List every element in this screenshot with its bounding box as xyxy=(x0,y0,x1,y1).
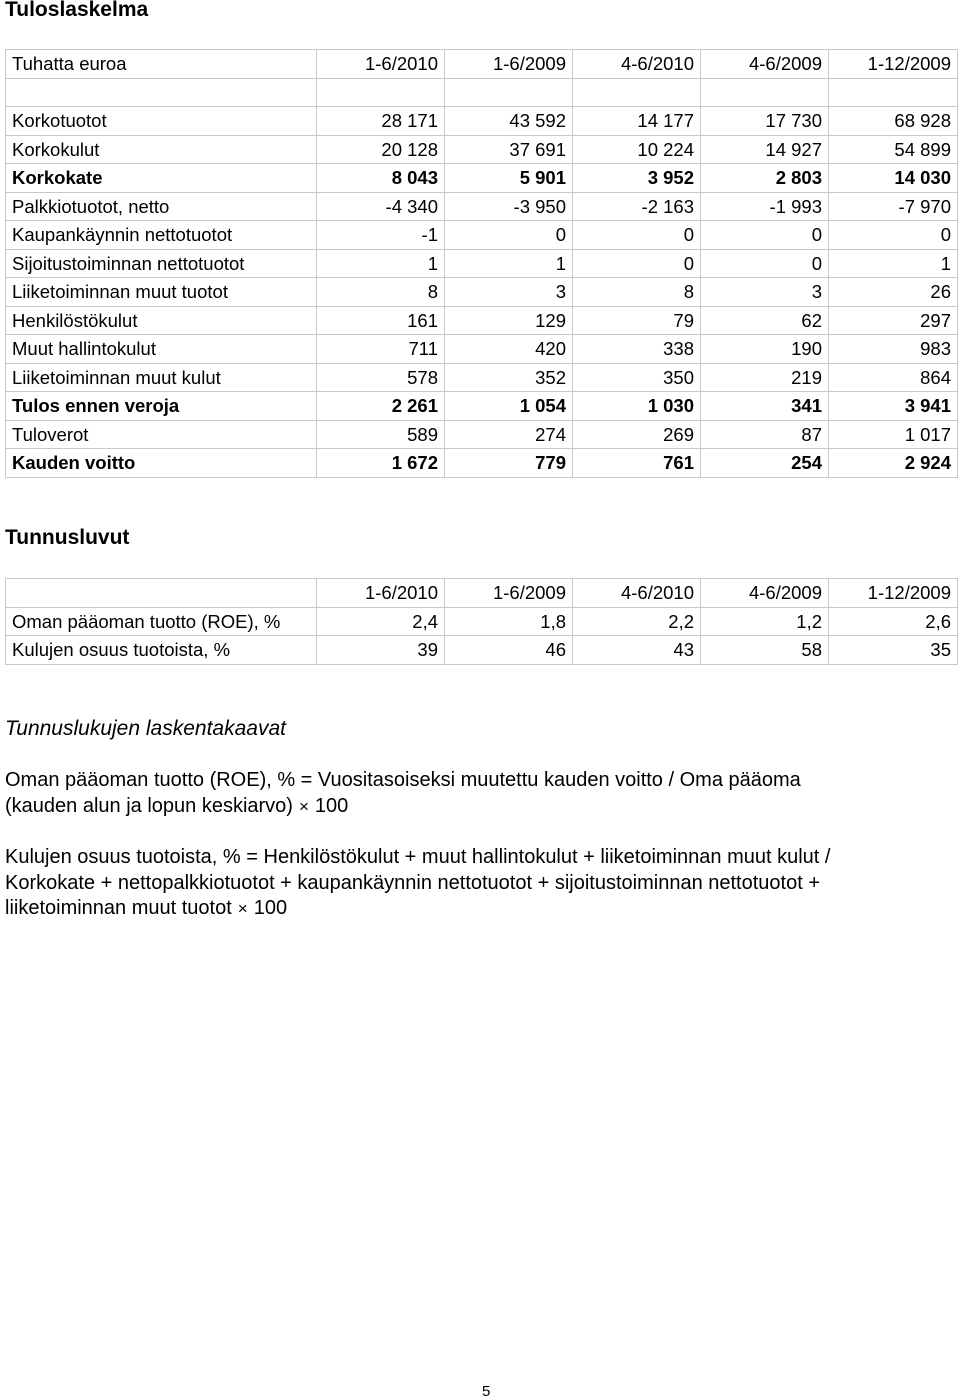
income-row-value: -4 340 xyxy=(317,192,445,221)
roe-multiplier: 100 xyxy=(314,794,349,817)
income-row xyxy=(6,249,958,278)
income-row xyxy=(6,107,958,136)
income-row-value: 20 128 xyxy=(317,135,445,164)
income-row-value: 352 xyxy=(445,363,573,392)
income-header-period: 1-12/2009 xyxy=(829,50,958,79)
income-row-label: Korkokate xyxy=(6,164,317,193)
income-row-value: 14 030 xyxy=(829,164,958,193)
income-row-value: 1 xyxy=(829,249,958,278)
income-row xyxy=(6,278,958,307)
income-row-value: 1 017 xyxy=(829,420,958,449)
income-row-value: 711 xyxy=(317,335,445,364)
kpi-header-period: 4-6/2009 xyxy=(701,579,829,608)
income-header-period: 4-6/2009 xyxy=(701,50,829,79)
empty-cell xyxy=(6,78,317,107)
kpi-table xyxy=(5,578,958,665)
income-row-value: 0 xyxy=(701,221,829,250)
income-row-value: 3 xyxy=(701,278,829,307)
income-row-value: 779 xyxy=(445,449,573,478)
kpi-header-row xyxy=(6,579,958,608)
roe-formula-line2 xyxy=(5,794,945,820)
income-row-value: 350 xyxy=(573,363,701,392)
kpi-row-value: 35 xyxy=(829,636,958,665)
income-row-value: 254 xyxy=(701,449,829,478)
income-row-value: 274 xyxy=(445,420,573,449)
income-row xyxy=(6,192,958,221)
formulas-title: Tunnuslukujen laskentakaavat xyxy=(5,717,286,740)
kpi-header-period: 1-6/2010 xyxy=(317,579,445,608)
income-row-value: 8 xyxy=(573,278,701,307)
income-row-label: Palkkiotuotot, netto xyxy=(6,192,317,221)
kpi-row xyxy=(6,636,958,665)
income-row-label: Kaupankäynnin nettotuotot xyxy=(6,221,317,250)
income-row xyxy=(6,392,958,421)
income-row-label: Muut hallintokulut xyxy=(6,335,317,364)
income-row-value: 17 730 xyxy=(701,107,829,136)
income-row-value: 87 xyxy=(701,420,829,449)
income-header-period: 1-6/2009 xyxy=(445,50,573,79)
income-row-value: 1 xyxy=(445,249,573,278)
income-table xyxy=(5,49,958,478)
cost-formula-line3-text: liiketoiminnan muut tuotot xyxy=(5,897,232,919)
kpi-row-value: 39 xyxy=(317,636,445,665)
income-row-label: Korkotuotot xyxy=(6,107,317,136)
income-row-value: 26 xyxy=(829,278,958,307)
empty-cell xyxy=(317,78,445,107)
kpi-row-value: 1,8 xyxy=(445,607,573,636)
kpi-row-label: Kulujen osuus tuotoista, % xyxy=(6,636,317,665)
kpi-row-value: 2,2 xyxy=(573,607,701,636)
income-row-value: 578 xyxy=(317,363,445,392)
income-row xyxy=(6,335,958,364)
empty-cell xyxy=(829,78,958,107)
income-row-label: Sijoitustoiminnan nettotuotot xyxy=(6,249,317,278)
kpi-row-value: 58 xyxy=(701,636,829,665)
income-row-value: 0 xyxy=(829,221,958,250)
empty-cell xyxy=(573,78,701,107)
cost-formula xyxy=(5,845,945,922)
income-row-value: 297 xyxy=(829,306,958,335)
income-row-value: 43 592 xyxy=(445,107,573,136)
cost-formula-line1: Kulujen osuus tuotoista, % = Henkilöstökulut + muut hallintokulut + liiketoiminnan muut kulut / xyxy=(5,846,831,868)
income-row-value: 1 054 xyxy=(445,392,573,421)
income-title: Tuloslaskelma xyxy=(5,0,149,21)
roe-formula-line2-text: (kauden alun ja lopun keskiarvo) xyxy=(5,794,293,817)
page-number: 5 xyxy=(482,1383,491,1400)
kpi-header-period: 4-6/2010 xyxy=(573,579,701,608)
cost-formula-line2: Korkokate + nettopalkkiotuotot + kaupankäynnin nettotuotot + sijoitustoiminnan nettotuotot + xyxy=(5,871,820,894)
income-row xyxy=(6,449,958,478)
income-row-value: -1 993 xyxy=(701,192,829,221)
kpi-header-period: 1-6/2009 xyxy=(445,579,573,608)
roe-formula-line1: Oman pääoman tuotto (ROE), % = Vuositasoiseksi muutettu kauden voitto / Oma pääoma xyxy=(5,769,801,791)
income-row-label: Korkokulut xyxy=(6,135,317,164)
income-row-value: 37 691 xyxy=(445,135,573,164)
income-row-value: 219 xyxy=(701,363,829,392)
income-row-value: 62 xyxy=(701,306,829,335)
kpi-header-label xyxy=(6,579,317,608)
income-row-value: 3 xyxy=(445,278,573,307)
income-row-value: 8 xyxy=(317,278,445,307)
income-row-value: 1 672 xyxy=(317,449,445,478)
income-row-value: 3 952 xyxy=(573,164,701,193)
empty-cell xyxy=(701,78,829,107)
income-row-value: 338 xyxy=(573,335,701,364)
income-row xyxy=(6,363,958,392)
cost-formula-line3 xyxy=(5,896,945,922)
income-row-label: Tulos ennen veroja xyxy=(6,392,317,421)
income-row xyxy=(6,420,958,449)
income-header-row xyxy=(6,50,958,79)
income-row-value: 190 xyxy=(701,335,829,364)
income-row-value: 8 043 xyxy=(317,164,445,193)
income-row-label: Tuloverot xyxy=(6,420,317,449)
kpi-row-value: 2,6 xyxy=(829,607,958,636)
multiply-icon: × xyxy=(298,796,309,816)
income-row-value: 341 xyxy=(701,392,829,421)
income-row-value: 589 xyxy=(317,420,445,449)
income-row-label: Henkilöstökulut xyxy=(6,306,317,335)
income-row-value: 79 xyxy=(573,306,701,335)
kpi-row-label: Oman pääoman tuotto (ROE), % xyxy=(6,607,317,636)
income-row-value: 1 xyxy=(317,249,445,278)
income-row-value: 1 030 xyxy=(573,392,701,421)
income-row-value: -1 xyxy=(317,221,445,250)
kpi-row-value: 1,2 xyxy=(701,607,829,636)
income-header-label: Tuhatta euroa xyxy=(6,50,317,79)
income-row-value: 28 171 xyxy=(317,107,445,136)
kpi-title: Tunnusluvut xyxy=(5,526,130,549)
income-row xyxy=(6,135,958,164)
multiply-icon: × xyxy=(237,899,248,918)
income-row-value: 5 901 xyxy=(445,164,573,193)
income-row-label: Liiketoiminnan muut kulut xyxy=(6,363,317,392)
income-row xyxy=(6,306,958,335)
income-row-value: 0 xyxy=(445,221,573,250)
income-row-value: 3 941 xyxy=(829,392,958,421)
income-row-value: 68 928 xyxy=(829,107,958,136)
kpi-row xyxy=(6,607,958,636)
income-row-label: Liiketoiminnan muut tuotot xyxy=(6,278,317,307)
income-row-value: 420 xyxy=(445,335,573,364)
income-row-value: 2 803 xyxy=(701,164,829,193)
roe-formula xyxy=(5,768,945,819)
income-row-value: 161 xyxy=(317,306,445,335)
income-row-value: 14 177 xyxy=(573,107,701,136)
income-row-value: 864 xyxy=(829,363,958,392)
kpi-row-value: 43 xyxy=(573,636,701,665)
kpi-row-value: 46 xyxy=(445,636,573,665)
empty-cell xyxy=(445,78,573,107)
income-row-value: 269 xyxy=(573,420,701,449)
income-row-value: 761 xyxy=(573,449,701,478)
income-row-value: -3 950 xyxy=(445,192,573,221)
cost-multiplier: 100 xyxy=(253,897,288,919)
income-row-value: -7 970 xyxy=(829,192,958,221)
income-row-value: 983 xyxy=(829,335,958,364)
income-header-period: 1-6/2010 xyxy=(317,50,445,79)
income-row-value: -2 163 xyxy=(573,192,701,221)
income-row-value: 10 224 xyxy=(573,135,701,164)
kpi-row-value: 2,4 xyxy=(317,607,445,636)
income-spacer-row xyxy=(6,78,958,107)
income-header-period: 4-6/2010 xyxy=(573,50,701,79)
income-row-label: Kauden voitto xyxy=(6,449,317,478)
kpi-header-period: 1-12/2009 xyxy=(829,579,958,608)
income-row-value: 129 xyxy=(445,306,573,335)
income-row-value: 0 xyxy=(701,249,829,278)
income-row-value: 54 899 xyxy=(829,135,958,164)
income-row-value: 0 xyxy=(573,249,701,278)
income-row-value: 2 261 xyxy=(317,392,445,421)
income-row-value: 0 xyxy=(573,221,701,250)
income-row-value: 2 924 xyxy=(829,449,958,478)
income-row xyxy=(6,164,958,193)
income-row-value: 14 927 xyxy=(701,135,829,164)
income-row xyxy=(6,221,958,250)
